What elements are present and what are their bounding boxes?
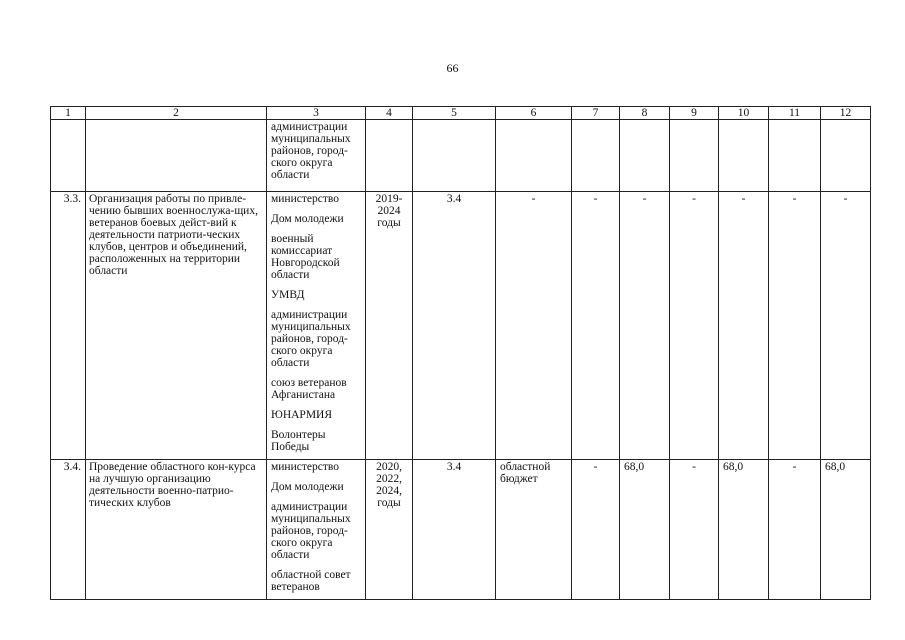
header-cell: 1 (51, 107, 86, 120)
responsible-item: Волонтеры Победы (271, 429, 326, 453)
header-cell: 3 (267, 107, 366, 120)
cell-value (719, 120, 769, 192)
cell-value: - (620, 192, 670, 460)
responsible-item: УМВД (271, 289, 305, 301)
header-cell: 10 (719, 107, 769, 120)
cell-value (769, 120, 821, 192)
table-row-3-4 (51, 460, 871, 600)
responsible-item: министерство (271, 193, 339, 205)
responsible-item: администрации муниципальных районов, город-ского округа области (271, 501, 351, 561)
cell-value: - (670, 192, 719, 460)
cell-name: Проведение областного кон-курса на лучшую организацию деятельности военно-патрио-тических клубов (86, 460, 267, 600)
cell-value: - (769, 460, 821, 600)
header-cell: 6 (496, 107, 572, 120)
cell-responsible (267, 120, 366, 192)
cell-value: 68,0 (620, 460, 670, 600)
header-cell: 11 (769, 107, 821, 120)
cell-responsible (267, 460, 366, 600)
cell-years (366, 120, 413, 192)
cell-value (670, 120, 719, 192)
header-cell: 7 (572, 107, 620, 120)
table-row-3-3 (51, 192, 871, 460)
cell-value: - (572, 192, 620, 460)
responsible-item: Дом молодежи (271, 481, 344, 493)
cell-responsible (267, 192, 366, 460)
cell-num: 3.3. (51, 192, 86, 460)
header-cell: 2 (86, 107, 267, 120)
cell-years: 2019-2024 годы (366, 192, 413, 460)
responsible-item: администрации муниципальных районов, город-ского округа области (271, 309, 351, 369)
table-row-continuation (51, 120, 871, 192)
header-cell: 5 (413, 107, 496, 120)
cell-name (86, 120, 267, 192)
header-cell: 8 (620, 107, 670, 120)
header-cell: 9 (670, 107, 719, 120)
cell-value: - (821, 192, 871, 460)
cell-source: - (496, 192, 572, 460)
cell-value: 68,0 (821, 460, 871, 600)
header-row (51, 107, 871, 120)
responsible-item: союз ветеранов Афганистана (271, 377, 347, 401)
cell-source: областной бюджет (496, 460, 572, 600)
responsible-item: администрации муниципальных районов, город-ского округа области (271, 121, 351, 181)
cell-years: 2020, 2022, 2024, годы (366, 460, 413, 600)
cell-value: - (572, 460, 620, 600)
cell-target: 3.4 (413, 192, 496, 460)
cell-source (496, 120, 572, 192)
cell-num: 3.4. (51, 460, 86, 600)
responsible-item: областной совет ветеранов (271, 569, 351, 593)
cell-value: - (719, 192, 769, 460)
cell-target (413, 120, 496, 192)
plan-table (50, 106, 871, 600)
responsible-item: военный комиссариат Новгородской области (271, 233, 340, 281)
cell-value (572, 120, 620, 192)
cell-value: 68,0 (719, 460, 769, 600)
responsible-item: министерство (271, 461, 339, 473)
cell-target: 3.4 (413, 460, 496, 600)
header-cell: 12 (821, 107, 871, 120)
responsible-item: Дом молодежи (271, 213, 344, 225)
cell-value: - (769, 192, 821, 460)
page-number: 66 (446, 61, 459, 75)
header-cell: 4 (366, 107, 413, 120)
cell-value: - (670, 460, 719, 600)
cell-num (51, 120, 86, 192)
cell-name: Организация работы по привле-чению бывших военнослужа-щих, ветеранов боевых дейст-вий к деятельности патриоти-ческих клубов, центров и объединений, расположенных на территории области (86, 192, 267, 460)
responsible-item: ЮНАРМИЯ (271, 409, 333, 421)
cell-value (620, 120, 670, 192)
cell-value (821, 120, 871, 192)
